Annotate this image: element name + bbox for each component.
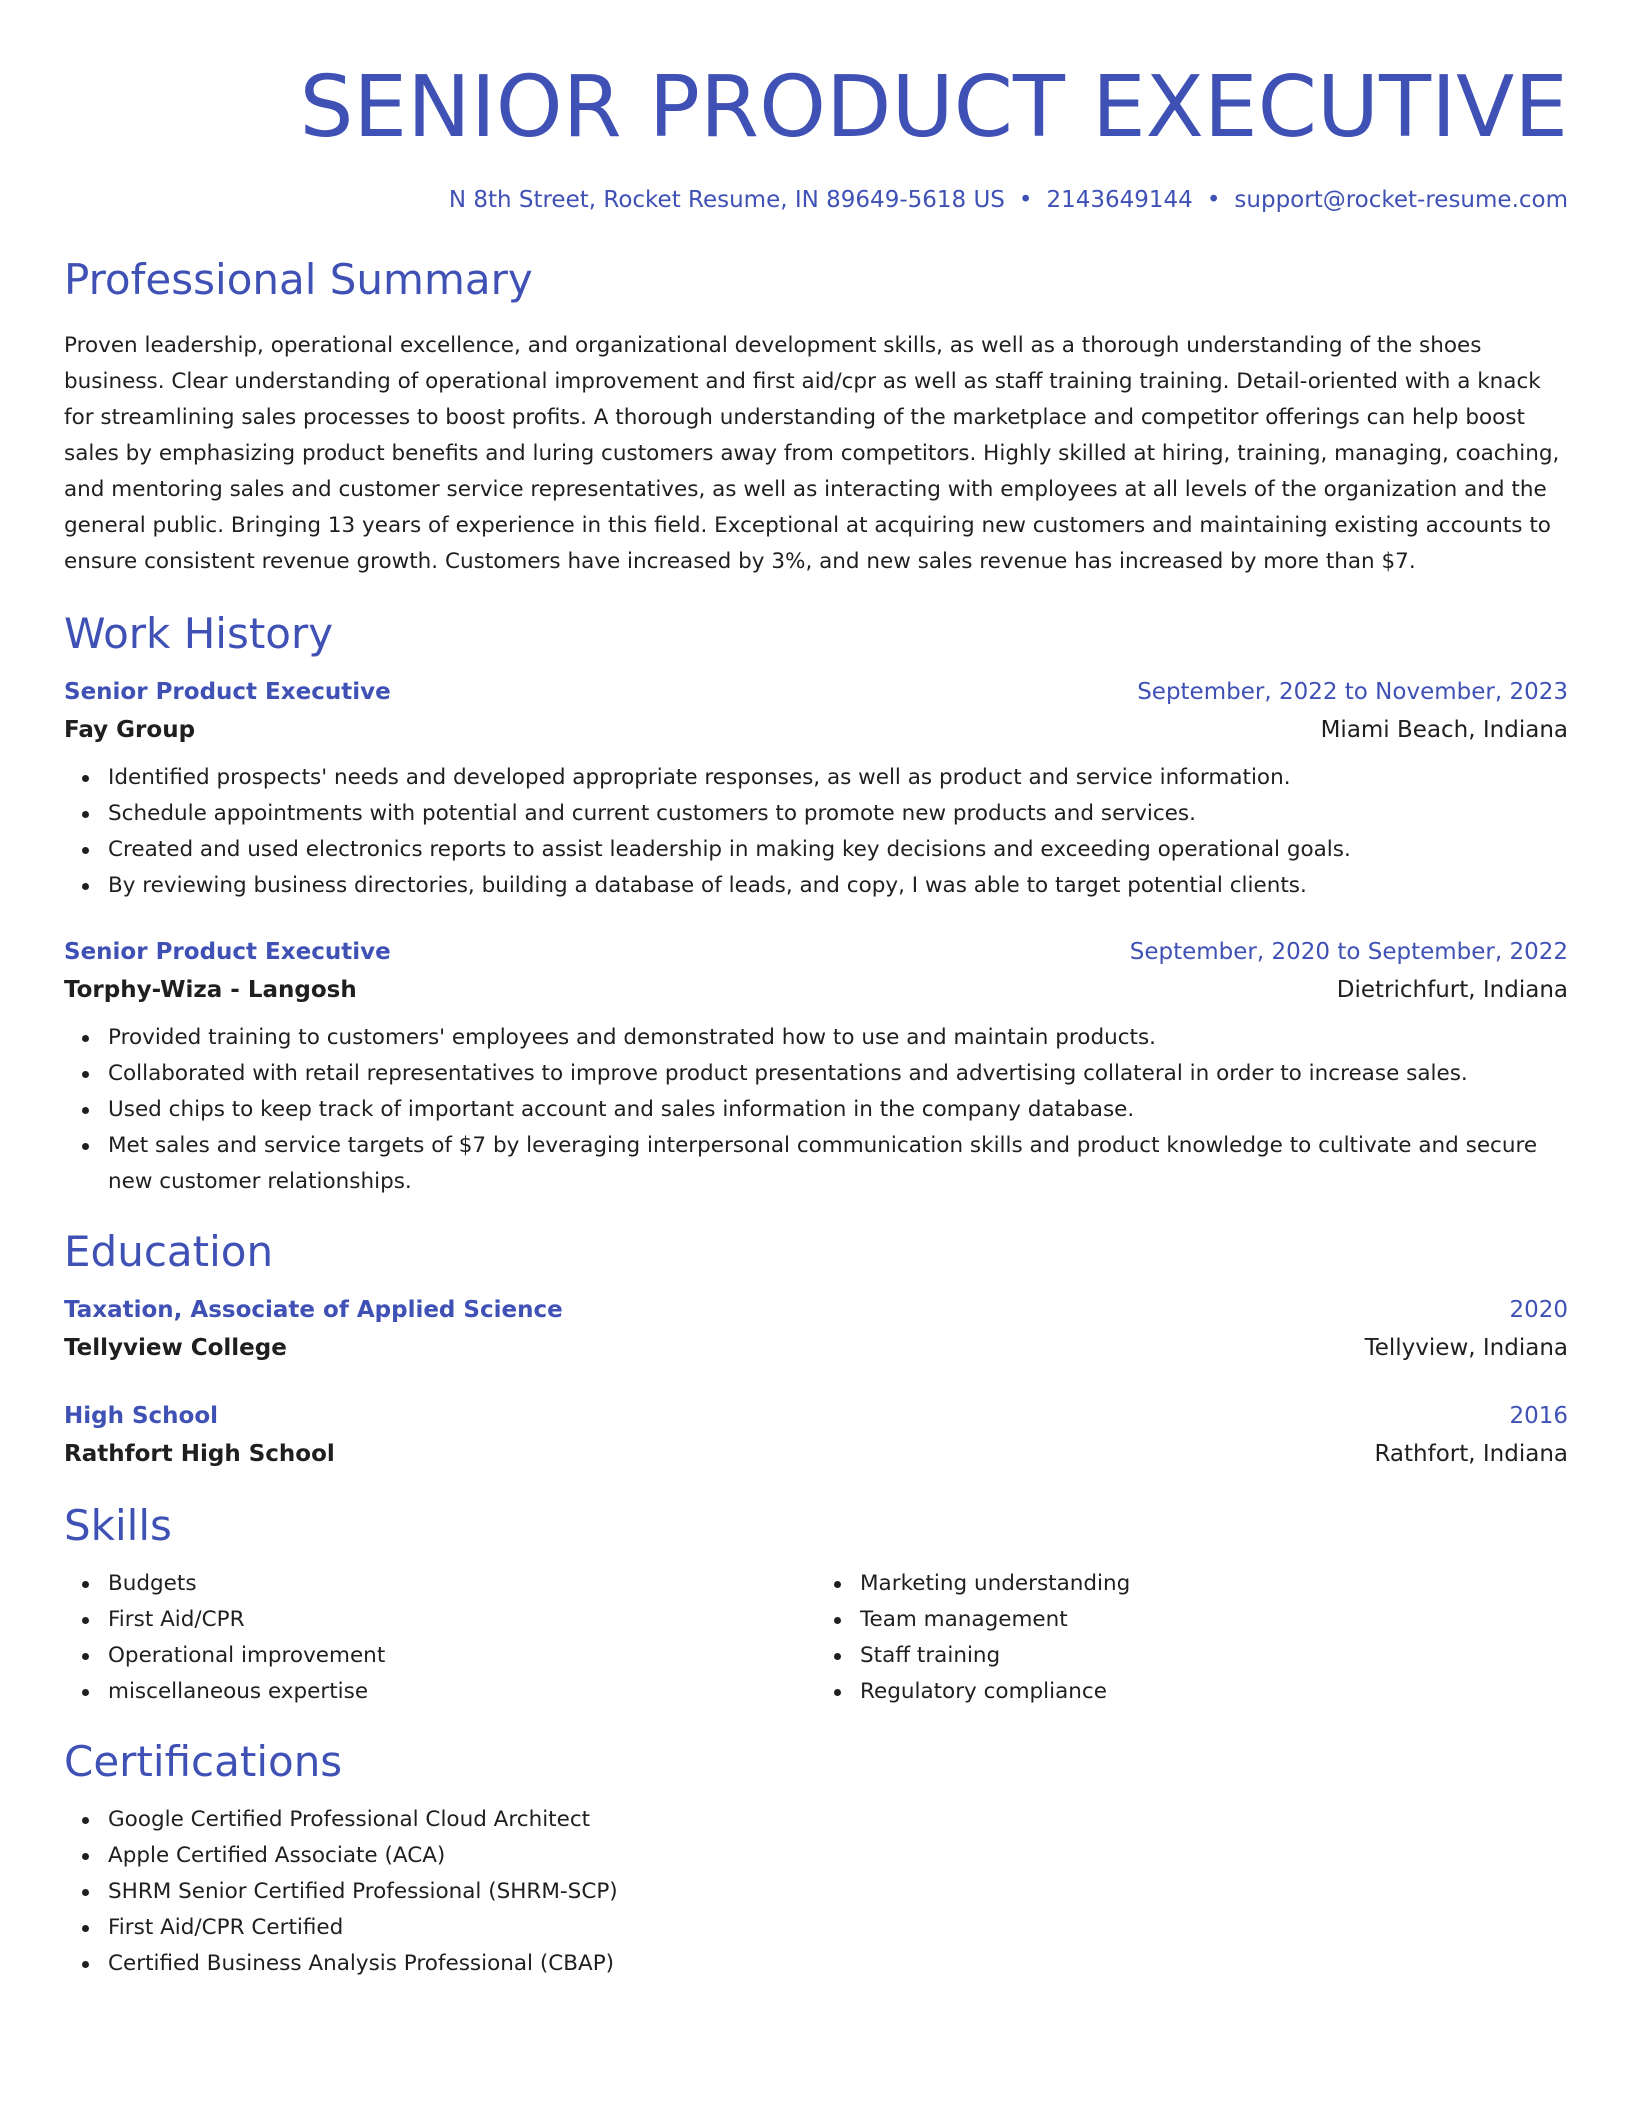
certifications-section	[64, 1734, 1568, 1982]
job-location: Dietrichfurt, Indiana	[1336, 977, 1568, 1003]
education-year: 2016	[1509, 1403, 1568, 1429]
skill-item: Regulatory compliance	[860, 1674, 1568, 1710]
contact-line	[64, 184, 1568, 216]
job-company-row	[64, 710, 1568, 750]
certification-item: Google Certified Professional Cloud Architect	[108, 1802, 1568, 1838]
job-role: Senior Product Executive	[64, 939, 391, 965]
certification-item: Certified Business Analysis Professional (CBAP)	[108, 1946, 1568, 1982]
skills-heading: Skills	[64, 1501, 172, 1550]
summary-heading: Professional Summary	[64, 255, 533, 304]
contact-email: support@rocket-resume.com	[1234, 187, 1568, 213]
job-dates: September, 2020 to September, 2022	[1129, 939, 1568, 965]
work-history-section	[64, 606, 1568, 1200]
job-company: Fay Group	[64, 717, 196, 743]
skills-section	[64, 1498, 1568, 1710]
job-entry	[64, 674, 1568, 904]
job-role: Senior Product Executive	[64, 679, 391, 705]
contact-separator: •	[1206, 187, 1221, 213]
job-duty: Provided training to customers' employees and demonstrated how to use and maintain products.	[108, 1020, 1568, 1056]
job-duty: Identified prospects' needs and developed appropriate responses, as well as product and service information.	[108, 760, 1568, 796]
job-title-row	[64, 674, 1568, 710]
education-school: Rathfort High School	[64, 1441, 335, 1467]
job-duties-list	[64, 1020, 1568, 1200]
certification-item: SHRM Senior Certified Professional (SHRM-SCP)	[108, 1874, 1568, 1910]
job-duty: Used chips to keep track of important account and sales information in the company database.	[108, 1092, 1568, 1128]
education-degree: Taxation, Associate of Applied Science	[64, 1297, 563, 1323]
certification-item: First Aid/CPR Certified	[108, 1910, 1568, 1946]
skill-item: Marketing understanding	[860, 1566, 1568, 1602]
resume-header	[64, 48, 1568, 216]
education-entry	[64, 1292, 1568, 1368]
skills-list-left	[64, 1566, 816, 1710]
contact-phone: 2143649144	[1046, 187, 1193, 213]
education-heading: Education	[64, 1227, 274, 1276]
job-duty: Met sales and service targets of $7 by leveraging interpersonal communication skills and product knowledge to cultivate and secure new customer relationships.	[108, 1128, 1568, 1200]
skill-item: Budgets	[108, 1566, 816, 1602]
job-duty: By reviewing business directories, building a database of leads, and copy, I was able to target potential clients.	[108, 868, 1568, 904]
skills-columns	[64, 1554, 1568, 1710]
skill-item: Team management	[860, 1602, 1568, 1638]
job-duties-list	[64, 760, 1568, 904]
skill-item: First Aid/CPR	[108, 1602, 816, 1638]
contact-separator: •	[1018, 187, 1033, 213]
education-degree-row	[64, 1292, 1568, 1328]
summary-text: Proven leadership, operational excellence, and organizational development skills, as well as a thorough understanding of the shoes business. Clear understanding of operational improvement and first aid/cpr as well as staff training training. Detail-oriented with a knack for streamlining sales processes to boost profits. A thorough understanding of the marketplace and competitor offerings can help boost sales by emphasizing product benefits and luring customers away from competitors. Highly skilled at hiring, training, managing, coaching, and mentoring sales and customer service representatives, as well as interacting with employees at all levels of the organization and the general public. Bringing 13 years of experience in this field. Exceptional at acquiring new customers and maintaining existing accounts to ensure consistent revenue growth. Customers have increased by 3%, and new sales revenue has increased by more than $7.	[64, 333, 1560, 574]
education-degree-row	[64, 1398, 1568, 1434]
education-year: 2020	[1509, 1297, 1568, 1323]
skill-item: Staff training	[860, 1638, 1568, 1674]
education-school-row	[64, 1434, 1568, 1474]
education-entry	[64, 1398, 1568, 1474]
skills-list-right	[816, 1566, 1568, 1710]
education-section	[64, 1224, 1568, 1474]
certification-item: Apple Certified Associate (ACA)	[108, 1838, 1568, 1874]
summary-section	[64, 252, 1568, 580]
job-duty: Created and used electronics reports to assist leadership in making key decisions and exceeding operational goals.	[108, 832, 1568, 868]
job-duty: Collaborated with retail representatives to improve product presentations and advertising collateral in order to increase sales.	[108, 1056, 1568, 1092]
certifications-list	[64, 1802, 1568, 1982]
education-location: Tellyview, Indiana	[1364, 1335, 1568, 1361]
job-dates: September, 2022 to November, 2023	[1137, 679, 1568, 705]
contact-address: N 8th Street, Rocket Resume, IN 89649-5618 US	[448, 187, 1005, 213]
education-school: Tellyview College	[64, 1335, 287, 1361]
education-school-row	[64, 1328, 1568, 1368]
education-degree: High School	[64, 1403, 219, 1429]
skill-item: miscellaneous expertise	[108, 1674, 816, 1710]
job-company: Torphy-Wiza - Langosh	[64, 977, 357, 1003]
job-entry	[64, 934, 1568, 1200]
candidate-title: SENIOR PRODUCT EXECUTIVE	[299, 58, 1568, 157]
certifications-heading: Certifications	[64, 1737, 343, 1786]
job-duty: Schedule appointments with potential and current customers to promote new products and services.	[108, 796, 1568, 832]
skill-item: Operational improvement	[108, 1638, 816, 1674]
job-title-row	[64, 934, 1568, 970]
work-history-heading: Work History	[64, 609, 334, 658]
job-company-row	[64, 970, 1568, 1010]
education-location: Rathfort, Indiana	[1374, 1441, 1568, 1467]
job-location: Miami Beach, Indiana	[1320, 717, 1568, 743]
